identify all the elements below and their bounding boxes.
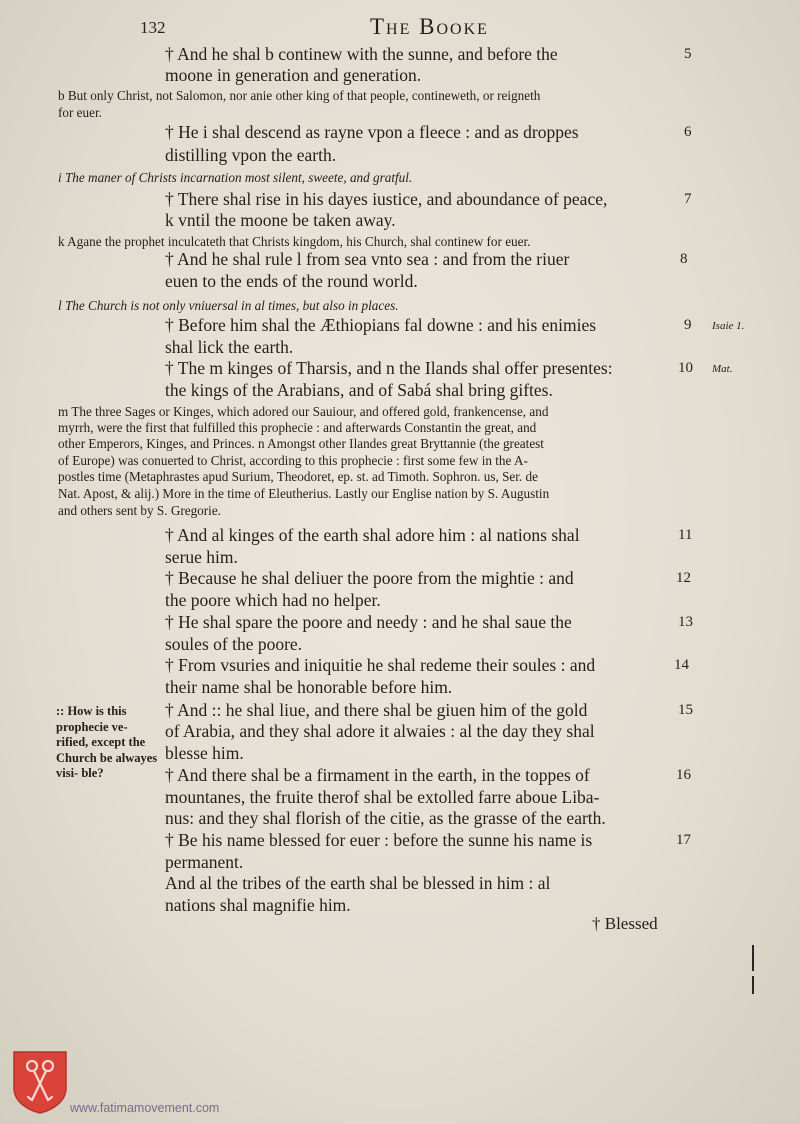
verse-line: † And :: he shal liue, and there shal be giuen him of the gold (165, 700, 588, 720)
verse-number: 10 (678, 360, 693, 376)
verse-line: † He shal spare the poore and needy : and he shal saue the (165, 612, 572, 632)
fatima-movement-logo (12, 1050, 68, 1114)
verse-line: the poore which had no helper. (165, 590, 381, 610)
verse-line: And al the tribes of the earth shal be blessed in him : al (165, 873, 551, 893)
note-line: i The maner of Christs incarnation most silent, sweete, and gratful. (58, 170, 413, 185)
verse-line: the kings of the Arabians, and of Sabá shal bring giftes. (165, 380, 553, 400)
note-line: m The three Sages or Kinges, which adored our Sauiour, and offered gold, frankencense, and (58, 404, 549, 419)
note-line: for euer. (58, 105, 102, 120)
note-line: and others sent by S. Gregorie. (58, 503, 221, 518)
verse-line: † And al kinges of the earth shal adore him : al nations shal (165, 525, 580, 545)
verse-number: 9 (684, 317, 692, 333)
verse-line: † And he shal b continew with the sunne, and before the (165, 44, 558, 64)
verse-line: their name shal be honorable before him. (165, 677, 453, 697)
margin-reference: Mat. (712, 363, 733, 375)
note-line: of Europe) was conuerted to Christ, according to this prophecie : first some few in the A- (58, 453, 528, 468)
verse-number: 8 (680, 251, 688, 267)
verse-line: mountanes, the fruite therof shal be extolled farre aboue Liba- (165, 787, 600, 807)
catchword: † Blessed (592, 914, 658, 933)
verse-number: 14 (674, 657, 689, 673)
verse-line: moone in generation and generation. (165, 65, 422, 85)
note-line: other Emperors, Kinges, and Princes. n Amongst other Ilandes great Bryttannie (the greatest (58, 436, 544, 451)
note-line: myrrh, were the first that fulfilled this prophecie : and afterwards Constantin the great, and (58, 420, 537, 435)
verse-line: permanent. (165, 852, 244, 872)
verse-number: 16 (676, 767, 691, 783)
verse-line: † He i shal descend as rayne vpon a fleece : and as droppes (165, 122, 579, 142)
note-line: postles time (Metaphrastes apud Surium, Theodoret, ep. st. ad Timoth. Sophron. us, Ser. de (58, 469, 538, 484)
verse-line: † Be his name blessed for euer : before the sunne his name is (165, 830, 593, 850)
verse-number: 13 (678, 614, 693, 630)
verse-line: euen to the ends of the round world. (165, 271, 418, 291)
edge-rule (752, 976, 754, 994)
verse-line: k vntil the moone be taken away. (165, 210, 396, 230)
note-line: Nat. Apost, & alij.) More in the time of Eleutherius. Lastly our Englise nation by S. Augustin (58, 486, 550, 501)
verse-line: † And there shal be a firmament in the earth, in the toppes of (165, 765, 590, 785)
verse-number: 11 (678, 527, 693, 543)
edge-rule (752, 945, 754, 971)
verse-line: serue him. (165, 547, 238, 567)
verse-line: † Because he shal deliuer the poore from the mightie : and (165, 568, 574, 588)
verse-line: † From vsuries and iniquitie he shal redeme their soules : and (165, 655, 596, 675)
verse-line: † There shal rise in his dayes iustice, and aboundance of peace, (165, 189, 608, 209)
verse-line: nus: and they shal florish of the citie, as the grasse of the earth. (165, 808, 606, 828)
note-line: k Agane the prophet inculcateth that Christs kingdom, his Church, shal continew for euer. (58, 234, 531, 249)
verse-number: 17 (676, 832, 691, 848)
verse-line: † Before him shal the Æthiopians fal downe : and his enimies (165, 315, 597, 335)
verse-line: soules of the poore. (165, 634, 303, 654)
page-number: 132 (140, 18, 166, 37)
note-line: b But only Christ, not Salomon, nor anie other king of that people, contineweth, or reigneth (58, 88, 541, 103)
verse-number: 5 (684, 46, 692, 62)
verse-line: † The m kinges of Tharsis, and n the Ilands shal offer presentes: (165, 358, 613, 378)
verse-line: of Arabia, and they shal adore it alwaies : al the day they shal (165, 721, 595, 741)
verse-number: 7 (684, 191, 692, 207)
verse-line: † And he shal rule l from sea vnto sea : and from the riuer (165, 249, 570, 269)
verse-number: 15 (678, 702, 693, 718)
note-line: l The Church is not only vniuersal in al times, but also in places. (58, 298, 399, 313)
verse-number: 6 (684, 124, 692, 140)
footer-site: www.fatimamovement.com (70, 1101, 220, 1115)
verse-line: blesse him. (165, 743, 244, 763)
margin-note: :: How is this prophecie ve- rified, except the Church be alwayes visi- ble? (56, 704, 158, 780)
verse-number: 12 (676, 570, 691, 586)
verse-line: shal lick the earth. (165, 337, 294, 357)
margin-reference: Isaie 1. (712, 320, 745, 332)
running-title: The Booke (370, 14, 489, 39)
verse-line: distilling vpon the earth. (165, 145, 337, 165)
verse-line: nations shal magnifie him. (165, 895, 351, 915)
